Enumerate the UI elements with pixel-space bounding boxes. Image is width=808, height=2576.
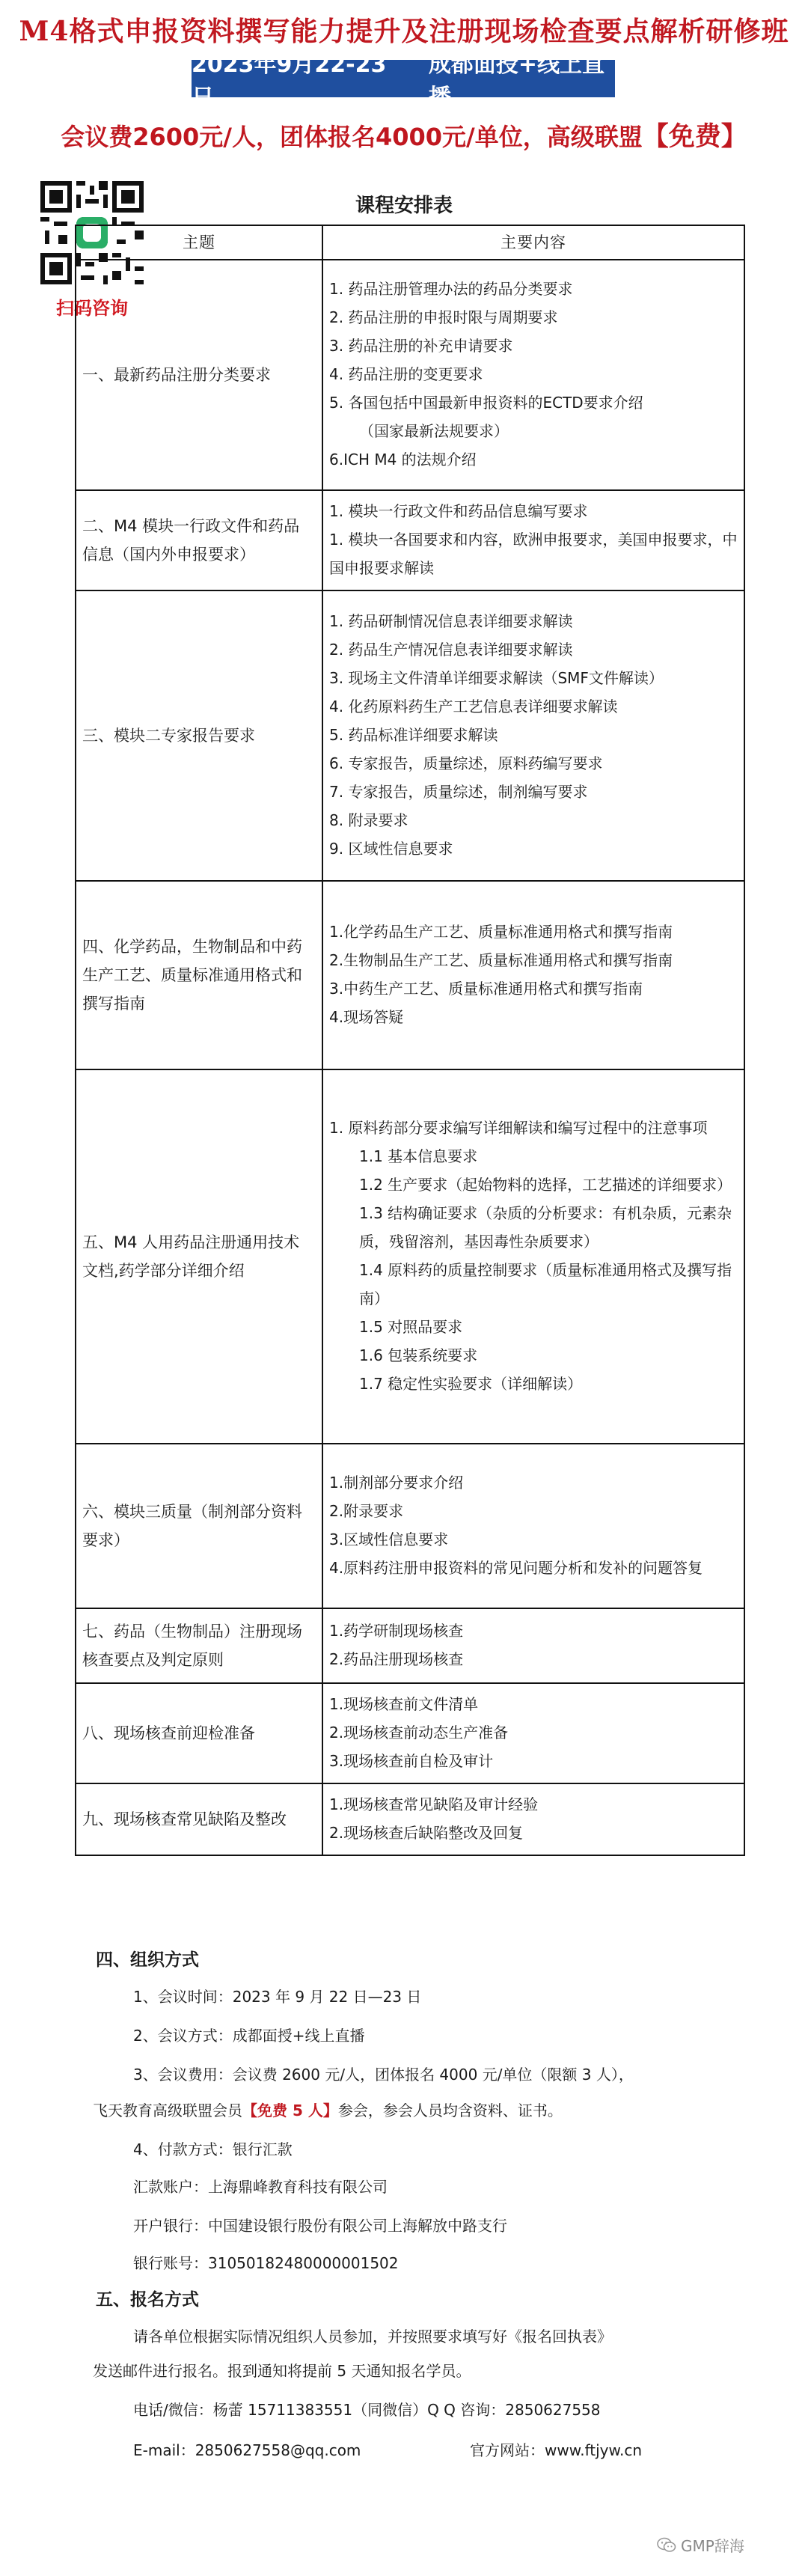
list-item: 1.现场核查前文件清单	[329, 1695, 479, 1713]
list-item: 3. 现场主文件清单详细要求解读（SMF文件解读）	[329, 669, 664, 687]
list-item: 1.化学药品生产工艺、质量标准通用格式和撰写指南	[329, 923, 673, 941]
list-item: 1. 模块一行政文件和药品信息编写要求	[329, 502, 588, 520]
list-item: 2. 药品生产情况信息表详细要求解读	[329, 641, 573, 659]
table-row	[76, 1444, 744, 1608]
table-row	[76, 1683, 744, 1783]
list-item: 1. 药品研制情况信息表详细要求解读	[329, 612, 573, 630]
list-item: 4. 化药原料药生产工艺信息表详细要求解读	[329, 698, 618, 715]
table-row	[76, 260, 744, 490]
row-content	[322, 1608, 744, 1683]
account-number: 银行账号：31050182480000001502	[133, 2254, 399, 2272]
list-item: （国家最新法规要求）	[359, 422, 509, 440]
table-row	[76, 490, 744, 590]
list-item: 1.6 包装系统要求	[359, 1346, 478, 1364]
column-header-topic: 主题	[76, 225, 322, 260]
registration-heading: 五、报名方式	[96, 2290, 199, 2310]
organization-heading: 四、组织方式	[96, 1950, 199, 1970]
meeting-fee: 3、会议费用：会议费 2600 元/人，团体报名 4000 元/单位（限额 3 人），	[133, 2066, 634, 2084]
free-badge: 【免费】	[642, 122, 747, 152]
list-item: 2.药品注册现场核查	[329, 1650, 464, 1668]
list-item: 6.ICH M4 的法规介绍	[329, 451, 477, 468]
list-item: 9. 区域性信息要求	[329, 840, 453, 858]
list-item: 1.2 生产要求（起始物料的选择，工艺描述的详细要求）	[359, 1176, 732, 1194]
list-item: 1. 药品注册管理办法的药品分类要求	[329, 280, 573, 298]
list-item: 2.现场核查后缺陷整改及回复	[329, 1824, 524, 1842]
page-title: M4格式申报资料撰写能力提升及注册现场检查要点解析研修班	[19, 16, 789, 47]
table-row	[76, 1069, 744, 1444]
list-item: 1.5 对照品要求	[359, 1318, 463, 1336]
list-item: 1. 模块一各国要求和内容，欧洲申报要求，美国申报要求，中国申报要求解读	[329, 531, 738, 577]
list-item: 2.生物制品生产工艺、质量标准通用格式和撰写指南	[329, 951, 673, 969]
row-content	[322, 490, 744, 590]
bank-name: 开户银行：中国建设银行股份有限公司上海解放中路支行	[133, 2217, 507, 2235]
list-item: 4.原料药注册申报资料的常见问题分析和发补的问题答复	[329, 1559, 703, 1577]
list-item: 1.现场核查常见缺陷及审计经验	[329, 1795, 539, 1813]
list-item: 1.1 基本信息要求	[359, 1147, 478, 1165]
table-header-row	[76, 225, 744, 260]
account-name: 汇款账户：上海鼎峰教育科技有限公司	[133, 2178, 388, 2196]
row-topic: 六、模块三质量（制剂部分资料要求）	[76, 1444, 322, 1608]
member-free-line	[93, 2099, 563, 2120]
row-content	[322, 260, 744, 490]
website-link[interactable]: 官方网站：www.ftjyw.cn	[470, 2441, 643, 2459]
row-topic: 八、现场核查前迎检准备	[76, 1683, 322, 1783]
list-item: 4. 药品注册的变更要求	[329, 365, 483, 383]
table-row	[76, 1783, 744, 1855]
row-content	[322, 590, 744, 881]
row-content	[322, 1444, 744, 1608]
column-header-content: 主要内容	[322, 225, 744, 260]
list-item: 3.区域性信息要求	[329, 1530, 449, 1548]
list-item: 2.附录要求	[329, 1502, 404, 1520]
fee-line	[0, 116, 808, 153]
row-topic: 一、最新药品注册分类要求	[76, 260, 322, 490]
qr-label: 扫码咨询	[56, 298, 128, 319]
date-banner	[192, 52, 615, 111]
list-item: 5. 各国包括中国最新申报资料的ECTD要求介绍	[329, 394, 643, 412]
list-item: 1.4 原料药的质量控制要求（质量标准通用格式及撰写指南）	[359, 1261, 732, 1307]
payment-method: 4、付款方式：银行汇款	[133, 2140, 293, 2158]
table-row	[76, 590, 744, 881]
watermark-text: GMP辞海	[681, 2537, 744, 2555]
row-content	[322, 1683, 744, 1783]
row-topic: 三、模块二专家报告要求	[76, 590, 322, 881]
schedule-table	[75, 225, 745, 1856]
row-topic: 七、药品（生物制品）注册现场核查要点及判定原则	[76, 1608, 322, 1683]
list-item: 8. 附录要求	[329, 811, 408, 829]
member-free-badge: 【免费 5 人】	[242, 2102, 338, 2119]
list-item: 5. 药品标准详细要求解读	[329, 726, 498, 744]
list-item: 1.药学研制现场核查	[329, 1622, 464, 1640]
watermark	[657, 2534, 744, 2556]
member-free-a: 飞天教育高级联盟会员	[93, 2102, 242, 2119]
row-topic: 九、现场核查常见缺陷及整改	[76, 1783, 322, 1855]
row-topic: 四、化学药品，生物制品和中药生产工艺、质量标准通用格式和撰写指南	[76, 881, 322, 1069]
contact-line: 电话/微信：杨蕾 15711383551（同微信）Q Q 咨询：2850627558	[133, 2401, 601, 2419]
list-item: 3.现场核查前自检及审计	[329, 1752, 494, 1770]
list-item: 1.7 稳定性实验要求（详细解读）	[359, 1375, 583, 1393]
list-item: 1. 原料药部分要求编写详细解读和编写过程中的注意事项	[329, 1119, 708, 1137]
row-topic: 五、M4 人用药品注册通用技术文档,药学部分详细介绍	[76, 1069, 322, 1444]
member-free-b: 参会，参会人员均含资料、证书。	[337, 2102, 563, 2119]
table-row	[76, 881, 744, 1069]
banner-mode: 成都面授+线上直播	[428, 52, 605, 111]
list-item: 3. 药品注册的补充申请要求	[329, 337, 513, 355]
list-item: 4.现场答疑	[329, 1008, 404, 1026]
row-topic: 二、M4 模块一行政文件和药品信息（国内外申报要求）	[76, 490, 322, 590]
meeting-mode: 2、会议方式：成都面授+线上直播	[133, 2027, 365, 2045]
registration-text-2: 发送邮件进行报名。报到通知将提前 5 天通知报名学员。	[93, 2362, 471, 2380]
schedule-title: 课程安排表	[355, 195, 453, 217]
list-item: 7. 专家报告，质量综述，制剂编写要求	[329, 783, 588, 801]
list-item: 2. 药品注册的申报时限与周期要求	[329, 308, 558, 326]
email-link[interactable]: E-mail：2850627558@qq.com	[133, 2441, 361, 2459]
registration-text-1: 请各单位根据实际情况组织人员参加，并按照要求填写好《报名回执表》	[133, 2328, 612, 2345]
table-row	[76, 1608, 744, 1683]
list-item: 1.3 结构确证要求（杂质的分析要求：有机杂质，元素杂质，残留溶剂，基因毒性杂质要求）	[359, 1204, 732, 1251]
banner-date: 2023年9月22-23日	[192, 52, 387, 111]
list-item: 2.现场核查前动态生产准备	[329, 1724, 509, 1742]
row-content	[322, 1783, 744, 1855]
row-content	[322, 1069, 744, 1444]
row-content	[322, 881, 744, 1069]
fee-text: 会议费2600元/人，团体报名4000元/单位，高级联盟	[61, 123, 643, 151]
wechat-icon	[657, 2537, 676, 2554]
list-item: 6. 专家报告，质量综述，原料药编写要求	[329, 754, 603, 772]
list-item: 1.制剂部分要求介绍	[329, 1474, 464, 1492]
meeting-time: 1、会议时间：2023 年 9 月 22 日—23 日	[133, 1988, 422, 2006]
list-item: 3.中药生产工艺、质量标准通用格式和撰写指南	[329, 980, 643, 998]
